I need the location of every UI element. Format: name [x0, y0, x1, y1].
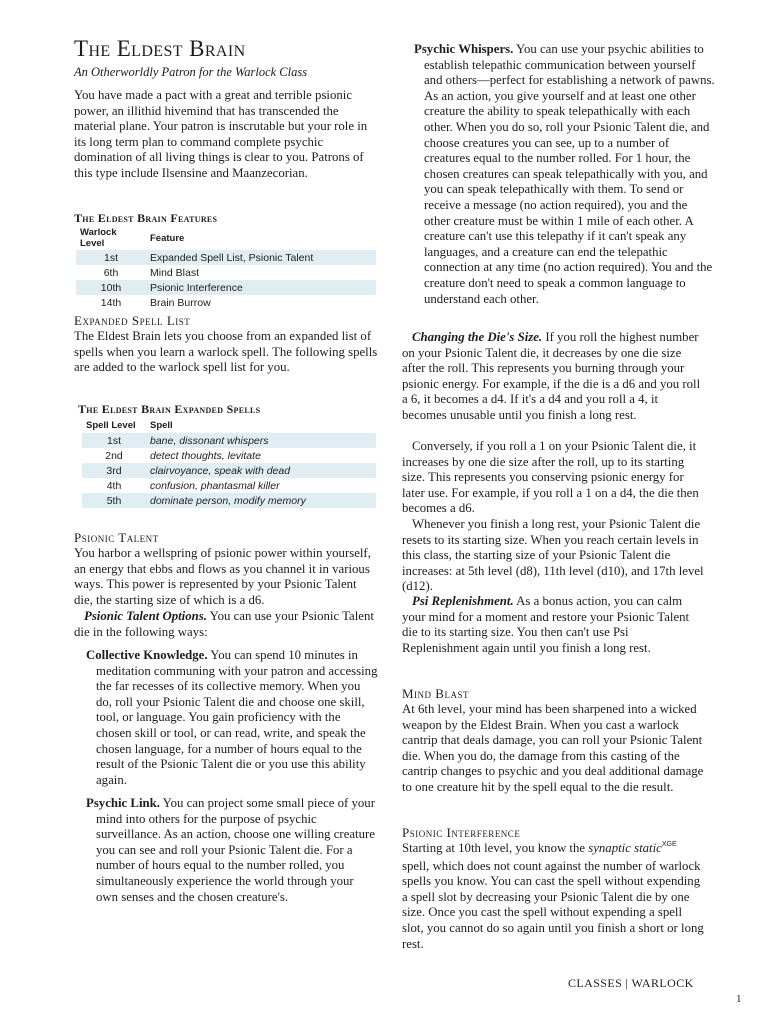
section-heading-expanded-spell-list: Expanded Spell List [74, 313, 191, 328]
table-header-row [82, 417, 376, 433]
table-cell: 5th [82, 493, 146, 508]
changing-die-size-text: If you roll the highest number on your Psionic Talent die, it decreases by one die size after the roll. This represents you burning through your psionic energy. For example, if the die is a d6 and you roll a 6, it becomes a d4. If it's a d4 and you roll a 4, it becomes unusable until you finish a long rest. [402, 330, 701, 422]
psionic-interference-text-after: spell, which does not count against the number of warlock spells you know. You can cast the spell without expending a spell slot by decreasing your Psionic Talent die by one size. Once you cast the spell without expending a spell slot, you cannot do so again until you finish a short or long rest. [402, 858, 704, 951]
section-heading-psionic-interference: Psionic Interference [402, 825, 521, 840]
psi-replenishment [402, 594, 706, 656]
psychic-link-label: Psychic Link. [86, 796, 160, 810]
options-label: Psionic Talent Options. [84, 609, 207, 623]
table-cell: Brain Burrow [150, 296, 211, 309]
spells-table-title: The Eldest Brain Expanded Spells [78, 402, 261, 416]
psychic-link-text: You can project some small piece of your mind into others for the purpose of psychic surveillance. As an action, choose one willing creature you can see and roll your Psionic Talent die. For a number of hours equal to the number rolled, you simultaneously experience the world through your own senses and the chosen creature's. [96, 796, 375, 904]
psionic-talent-options [74, 609, 378, 640]
table-cell: 10th [76, 280, 146, 295]
features-table-title: The Eldest Brain Features [74, 211, 218, 225]
table-row [76, 280, 376, 295]
table-cell: Expanded Spell List, Psionic Talent [146, 250, 376, 265]
table-row [82, 433, 376, 448]
table-cell: 6th [103, 266, 119, 279]
table-cell: Psionic Interference [146, 280, 376, 295]
table-cell: 3rd [82, 463, 146, 478]
expanded-spell-list-text: The Eldest Brain lets you choose from an expanded list of spells when you learn a warlock spell. The following spells are added to the warlock spell list for you. [74, 329, 378, 375]
psychic-whispers-label: Psychic Whispers. [414, 42, 514, 56]
table-row [82, 463, 376, 478]
table-header: Spell [150, 419, 173, 431]
table-row [76, 265, 376, 280]
conversely-paragraph: Conversely, if you roll a 1 on your Psionic Talent die, it increases by one die size after the roll, up to its starting size. This represents you conserving psionic energy for later use. For example, if you roll a 1 on a d4, the die then becomes a d6. [402, 439, 699, 516]
table-cell: 14th [100, 296, 122, 309]
section-heading-mind-blast: Mind Blast [402, 686, 469, 701]
collective-knowledge [86, 648, 378, 788]
table-cell: detect thoughts, levitate [150, 449, 261, 462]
page-number: 1 [736, 993, 742, 1005]
table-row [82, 493, 376, 508]
psychic-whispers [414, 42, 716, 307]
table-header-row [76, 226, 376, 250]
psi-replenishment-text: As a bonus action, you can calm your mind for a moment and restore your Psionic Talent die to its starting size. You then can't use Psi Replenishment again until you finish a long rest. [402, 594, 690, 655]
table-cell: bane, dissonant whispers [146, 433, 376, 448]
spell-name: synaptic static [588, 841, 662, 855]
table-cell: 1st [76, 250, 146, 265]
table-header: Spell Level [86, 419, 136, 431]
long-rest-paragraph: Whenever you finish a long rest, your Psionic Talent die resets to its starting size. When you reach certain levels in this class, the starting size of your Psionic Talent die increases: at 5th level (d8), 11th level (d10), and 17th level (d12). [402, 517, 704, 594]
table-row [76, 250, 376, 265]
table-cell: dominate person, modify memory [146, 493, 376, 508]
collective-knowledge-label: Collective Knowledge. [86, 648, 208, 662]
table-header: Feature [150, 232, 185, 244]
table-row [82, 448, 376, 463]
table-header: Warlock Level [80, 227, 117, 249]
table-row [76, 295, 376, 310]
changing-die-size-label: Changing the Die's Size. [412, 330, 543, 344]
table-cell: clairvoyance, speak with dead [146, 463, 376, 478]
psionic-interference-text [402, 841, 706, 952]
table-cell: 4th [106, 479, 122, 492]
page-footer: CLASSES | WARLOCK [568, 976, 694, 990]
spells-table [82, 417, 376, 508]
table-cell: 1st [82, 433, 146, 448]
psionic-interference-text-before: Starting at 10th level, you know the [402, 841, 589, 855]
table-cell: 2nd [105, 449, 123, 462]
page-subtitle: An Otherworldly Patron for the Warlock Class [74, 65, 308, 79]
psi-replenishment-label: Psi Replenishment. [412, 594, 514, 608]
features-table [76, 226, 376, 310]
psychic-link [86, 796, 378, 905]
collective-knowledge-text: You can spend 10 minutes in meditation communing with your patron and accessing the far recesses of its collective memory. When you do, roll your Psionic Talent die and choose one skill, tool, or language. You gain proficiency with the chosen skill or tool, or can read, write, and speak the chosen language, for a number of hours equal to the result of the Psionic Talent die or you use this ability again. [96, 648, 378, 787]
psychic-whispers-text: You can use your psychic abilities to establish telepathic communication between yourself and others—perfect for establishing a network of pawns. As an action, you give yourself and at least one other creature the ability to speak telepathically with each other. When you do so, roll your Psionic Talent die, and choose creatures you can see, up to a number of creatures equal to the number rolled. For 1 hour, the chosen creatures can speak telepathically with you, and you can speak telepathically with them. To send or receive a message (no action required), you and the other creature must be within 1 mile of each other. A creature can't use this telepathy if it can't speak any languages, and a creature can end the telepathic connection at any time (no action required). You and the creature don't need to speak a common language to understand each other. [424, 42, 715, 306]
options-text: You can use your Psionic Talent die in the following ways: [74, 609, 374, 639]
psionic-talent-text: You harbor a wellspring of psionic power within yourself, an energy that ebbs and flows as you channel it in various ways. This power is represented by your Psionic Talent die, the starting size of which is a d6. [74, 546, 371, 607]
mind-blast-text: At 6th level, your mind has been sharpened into a wicked weapon by the Eldest Brain. When you cast a warlock cantrip that deals damage, you can roll your Psionic Talent die. When you do, the damage from this casting of the cantrip changes to psychic and you deal additional damage to one creature hit by the spell equal to the die result. [402, 702, 704, 794]
table-cell: confusion, phantasmal killer [150, 479, 280, 492]
table-cell: Mind Blast [150, 266, 200, 279]
section-heading-psionic-talent: Psionic Talent [74, 530, 159, 545]
changing-die-size [402, 330, 706, 424]
source-superscript: XGE [661, 841, 677, 848]
page-title: The Eldest Brain [74, 36, 246, 61]
table-row [82, 478, 376, 493]
intro-paragraph: You have made a pact with a great and terrible psionic power, an illithid hivemind that has transcended the material plane. Your patron is inscrutable but your role in its long term plan to command complete psychic domination of all living things is clear to you. Patrons of this type include Ilsensine and Maanzecorian. [74, 88, 368, 180]
